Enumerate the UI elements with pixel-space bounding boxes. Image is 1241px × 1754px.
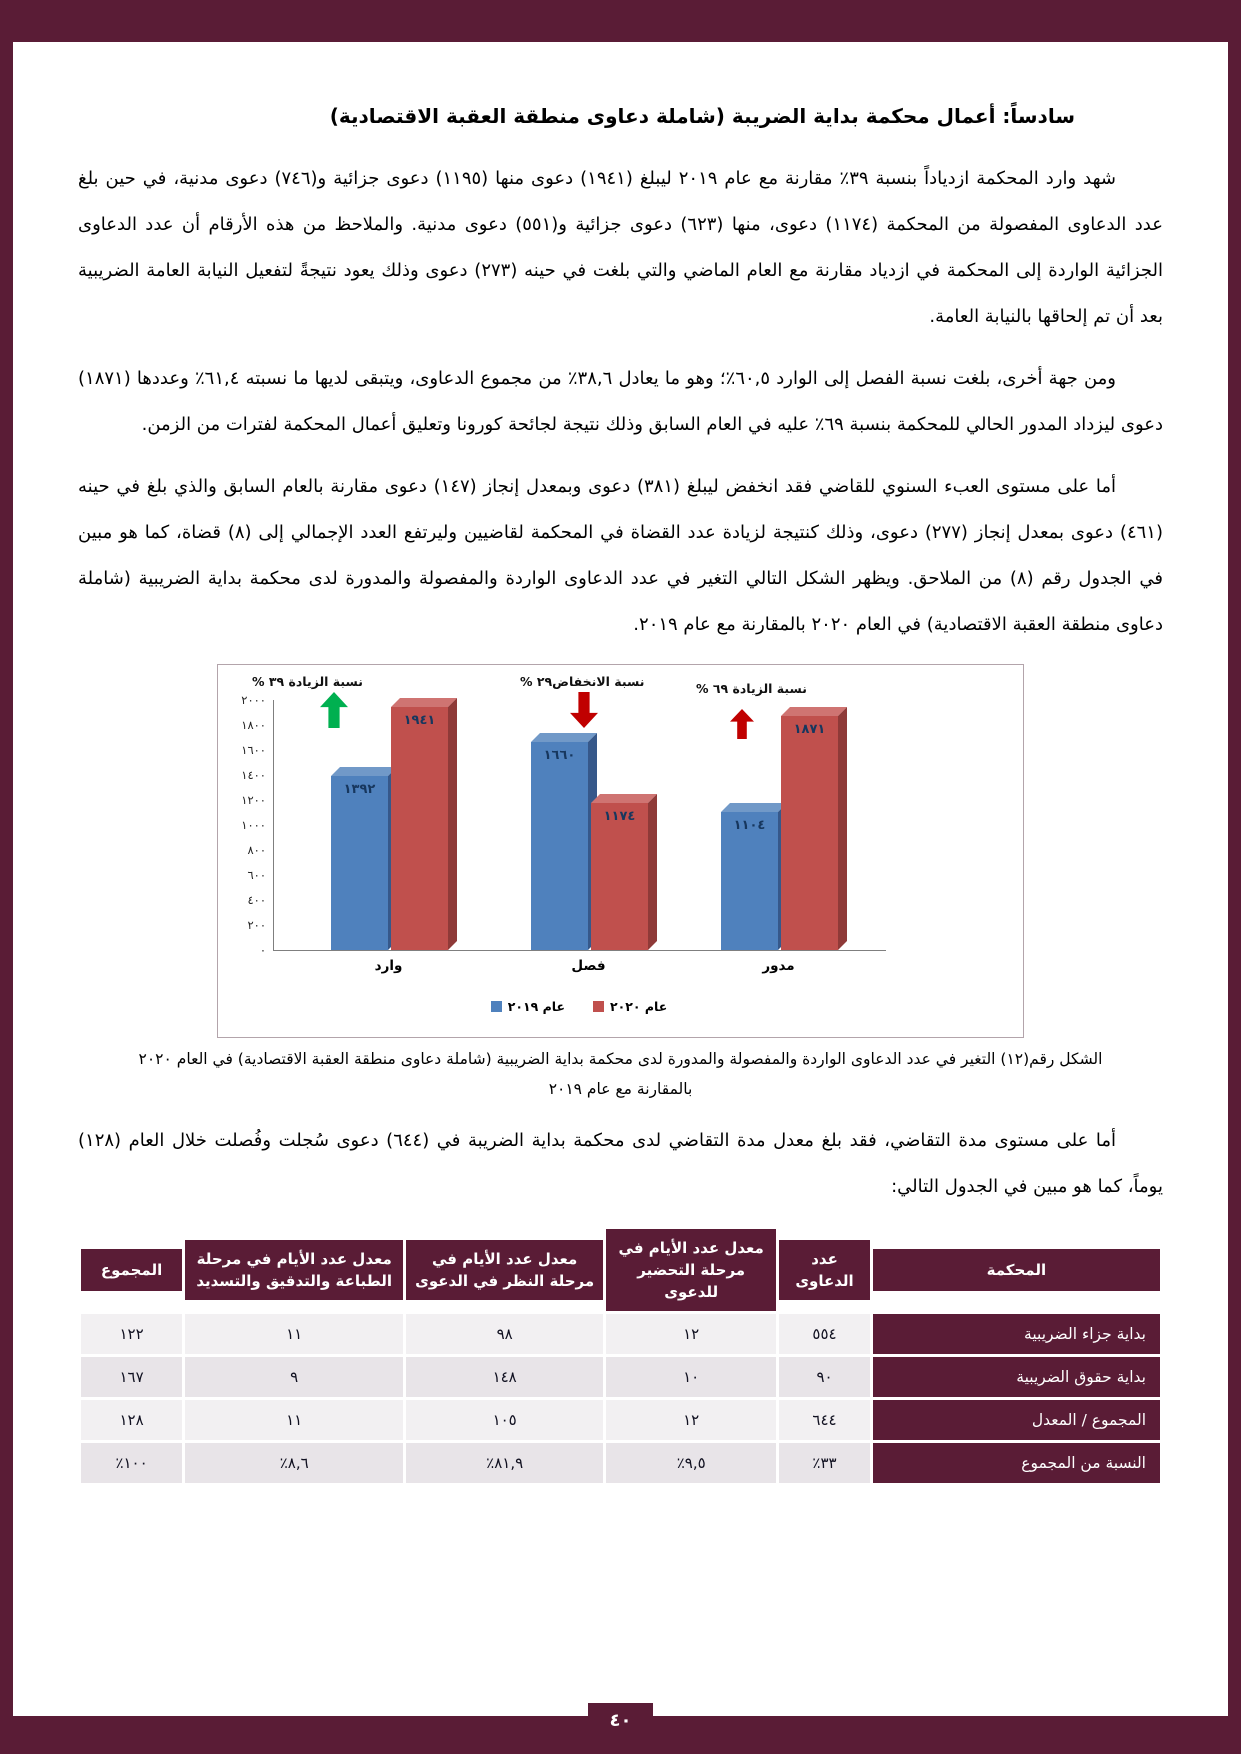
row-label-cell: المجموع / المعدل <box>873 1400 1160 1440</box>
figure-caption: الشكل رقم(١٢) التغير في عدد الدعاوى الواردة والمفصولة والمدورة لدى محكمة بداية الضريبية (شاملة دعاوى منطقة العقبة الاقتصادية) في العام ٢٠٢٠ بالمقارنة مع عام ٢٠١٩ <box>138 1050 1103 1098</box>
table-cell: ١٤٨ <box>406 1357 603 1397</box>
bar-value-label: ١١٧٤ <box>603 809 636 824</box>
table-cell: ٩ <box>185 1357 403 1397</box>
page-border-top <box>0 0 1241 42</box>
annotation-decrease-29: نسبة الانخفاض٢٩ % <box>520 674 645 689</box>
header-total: المجموع <box>81 1249 182 1291</box>
legend-swatch-2020-icon <box>593 1001 604 1012</box>
legend-label-2019: عام ٢٠١٩ <box>507 999 565 1014</box>
y-axis-tick: ٠ <box>259 943 266 957</box>
table-cell: ١٦٧ <box>81 1357 182 1397</box>
y-axis-tick: ٢٠٠٠ <box>241 693 266 707</box>
bar-value-label: ١٣٩٢ <box>343 782 376 797</box>
table-row <box>81 1400 1160 1440</box>
table-row <box>81 1443 1160 1483</box>
figure-12-bar-chart <box>217 664 1024 1038</box>
table-row <box>81 1314 1160 1354</box>
bar-group-resolved <box>531 742 648 950</box>
bar-value-label: ١٦٦٠ <box>543 748 576 763</box>
page-content <box>78 64 1163 1486</box>
chart-plot-area <box>273 700 886 951</box>
table-cell: ٩٨ <box>406 1314 603 1354</box>
bar-2020-incoming <box>391 707 448 950</box>
table-header-cell <box>873 1229 1160 1311</box>
table-cell: ١١ <box>185 1400 403 1440</box>
table-cell: ١٢٢ <box>81 1314 182 1354</box>
paragraph-litigation-duration: أما على مستوى مدة التقاضي، فقد بلغ معدل مدة التقاضي لدى محكمة بداية الضريبة في (٦٤٤) دعوى سُجلت وفُصلت خلال العام (١٢٨) يوماً، كما هو مبين في الجدول التالي: <box>78 1130 1163 1197</box>
header-case-count: عدد الدعاوى <box>779 1240 869 1300</box>
row-label-cell: بداية حقوق الضريبية <box>873 1357 1160 1397</box>
header-preparation-days: معدل عدد الأيام في مرحلة التحضير للدعوى <box>606 1229 776 1311</box>
table-cell: ٨١,٩٪ <box>406 1443 603 1483</box>
page-border-left <box>0 0 13 1754</box>
table-cell: ٦٤٤ <box>779 1400 869 1440</box>
table-cell: ١٠٥ <box>406 1400 603 1440</box>
y-axis-tick: ١٠٠٠ <box>241 818 266 832</box>
y-axis-tick: ١٢٠٠ <box>241 793 266 807</box>
row-label-cell: النسبة من المجموع <box>873 1443 1160 1483</box>
table-cell: ٣٣٪ <box>779 1443 869 1483</box>
bar-2019-carried-over <box>721 812 778 950</box>
bar-value-label: ١١٠٤ <box>733 818 766 833</box>
y-axis-tick: ٢٠٠ <box>247 918 266 932</box>
y-axis-tick: ١٦٠٠ <box>241 743 266 757</box>
bar-group-carried-over <box>721 716 838 950</box>
chart-legend <box>273 999 885 1014</box>
legend-swatch-2019-icon <box>491 1001 502 1012</box>
category-label-incoming: وارد <box>374 958 403 974</box>
section-heading: سادساً: أعمال محكمة بداية الضريبة (شاملة دعاوى منطقة العقبة الاقتصادية) <box>329 104 1075 128</box>
table-cell: ١٢ <box>606 1314 776 1354</box>
table-header-cell <box>406 1229 603 1311</box>
table-header-cell <box>81 1229 182 1311</box>
litigation-duration-table <box>78 1226 1163 1486</box>
page-border-right <box>1228 0 1241 1754</box>
y-axis-tick: ٦٠٠ <box>247 868 266 882</box>
header-hearing-days: معدل عدد الأيام في مرحلة النظر في الدعوى <box>406 1240 603 1300</box>
bar-2019-incoming <box>331 776 388 950</box>
category-label-resolved: فصل <box>571 958 606 974</box>
paragraph-resolution-rate: ومن جهة أخرى، بلغت نسبة الفصل إلى الوارد ٦٠,٥٪؛ وهو ما يعادل ٣٨,٦٪ من مجموع الدعاوى، ويتبقى لديها ما نسبته ٦١,٤٪ وعددها (١٨٧١) دعوى ليزداد المدور الحالي للمحكمة بنسبة ٦٩٪ عليه في العام السابق وذلك نتيجة لجائحة كورونا وتعليق أعمال المحكمة لفترات من الزمن. <box>78 368 1163 435</box>
paragraph-incoming-cases: شهد وارد المحكمة ازدياداً بنسبة ٣٩٪ مقارنة مع عام ٢٠١٩ ليبلغ (١٩٤١) دعوى منها (١١٩٥) دعوى جزائية و(٧٤٦) دعوى مدنية، في حين بلغ عدد الدعاوى المفصولة من المحكمة (١١٧٤) دعوى، منها (٦٢٣) دعوى جزائية و(٥٥١) دعوى مدنية. والملاحظ من هذه الأرقام أن عدد الدعاوى الجزائية الواردة إلى المحكمة في ازدياد مقارنة مع العام الماضي والتي بلغت في حينه (٢٧٣) دعوى وذلك يعود نتيجةً لتفعيل النيابة العامة الضريبية بعد أن تم إلحاقها بالنيابة العامة. <box>78 168 1163 327</box>
bar-2019-resolved <box>531 742 588 950</box>
table-cell: ١٢٨ <box>81 1400 182 1440</box>
y-axis-tick: ٤٠٠ <box>247 893 266 907</box>
category-label-carried-over: مدور <box>762 958 795 974</box>
legend-item-2019 <box>491 999 565 1014</box>
annotation-increase-39: نسبة الزيادة ٣٩ % <box>252 674 363 689</box>
y-axis-tick: ١٤٠٠ <box>241 768 266 782</box>
legend-item-2020 <box>593 999 667 1014</box>
y-axis-tick: ١٨٠٠ <box>241 718 266 732</box>
annotation-increase-69: نسبة الزيادة ٦٩ % <box>696 681 807 696</box>
table-row <box>81 1357 1160 1397</box>
table-header-cell <box>185 1229 403 1311</box>
table-cell: ٨,٦٪ <box>185 1443 403 1483</box>
table-cell: ٩,٥٪ <box>606 1443 776 1483</box>
paragraph-judge-workload: أما على مستوى العبء السنوي للقاضي فقد انخفض ليبلغ (٣٨١) دعوى وبمعدل إنجاز (١٤٧) دعوى مقارنة بالعام السابق والذي بلغ في حينه (٤٦١) دعوى بمعدل إنجاز (٢٧٧) دعوى، وذلك كنتيجة لزيادة عدد القضاة في المحكمة لقاضيين وليرتفع العدد الإجمالي إلى (٨) قضاة، كما هو مبين في الجدول رقم (٨) من الملاحق. ويظهر الشكل التالي التغير في عدد الدعاوى الواردة والمفصولة والمدورة لدى محكمة بداية الضريبية (شاملة دعاوى منطقة العقبة الاقتصادية) في العام ٢٠٢٠ بالمقارنة مع عام ٢٠١٩. <box>78 476 1163 635</box>
table-cell: ١٠٠٪ <box>81 1443 182 1483</box>
page-number: ٤٠ <box>588 1703 654 1738</box>
table-cell: ١١ <box>185 1314 403 1354</box>
table-cell: ٥٥٤ <box>779 1314 869 1354</box>
bar-value-label: ١٨٧١ <box>793 722 826 737</box>
legend-label-2020: عام ٢٠٢٠ <box>610 999 668 1014</box>
bar-2020-carried-over <box>781 716 838 950</box>
table-cell: ٩٠ <box>779 1357 869 1397</box>
y-axis-tick: ٨٠٠ <box>247 843 266 857</box>
table-cell: ١٢ <box>606 1400 776 1440</box>
header-court: المحكمة <box>873 1249 1160 1291</box>
table-header-row <box>81 1229 1160 1311</box>
table-header-cell <box>779 1229 869 1311</box>
bar-2020-resolved <box>591 803 648 950</box>
bar-group-incoming <box>331 707 448 950</box>
table-header-cell <box>606 1229 776 1311</box>
header-typing-days: معدل عدد الأيام في مرحلة الطباعة والتدقيق والتسديد <box>185 1240 403 1300</box>
table-cell: ١٠ <box>606 1357 776 1397</box>
bar-value-label: ١٩٤١ <box>403 713 436 728</box>
row-label-cell: بداية جزاء الضريبية <box>873 1314 1160 1354</box>
